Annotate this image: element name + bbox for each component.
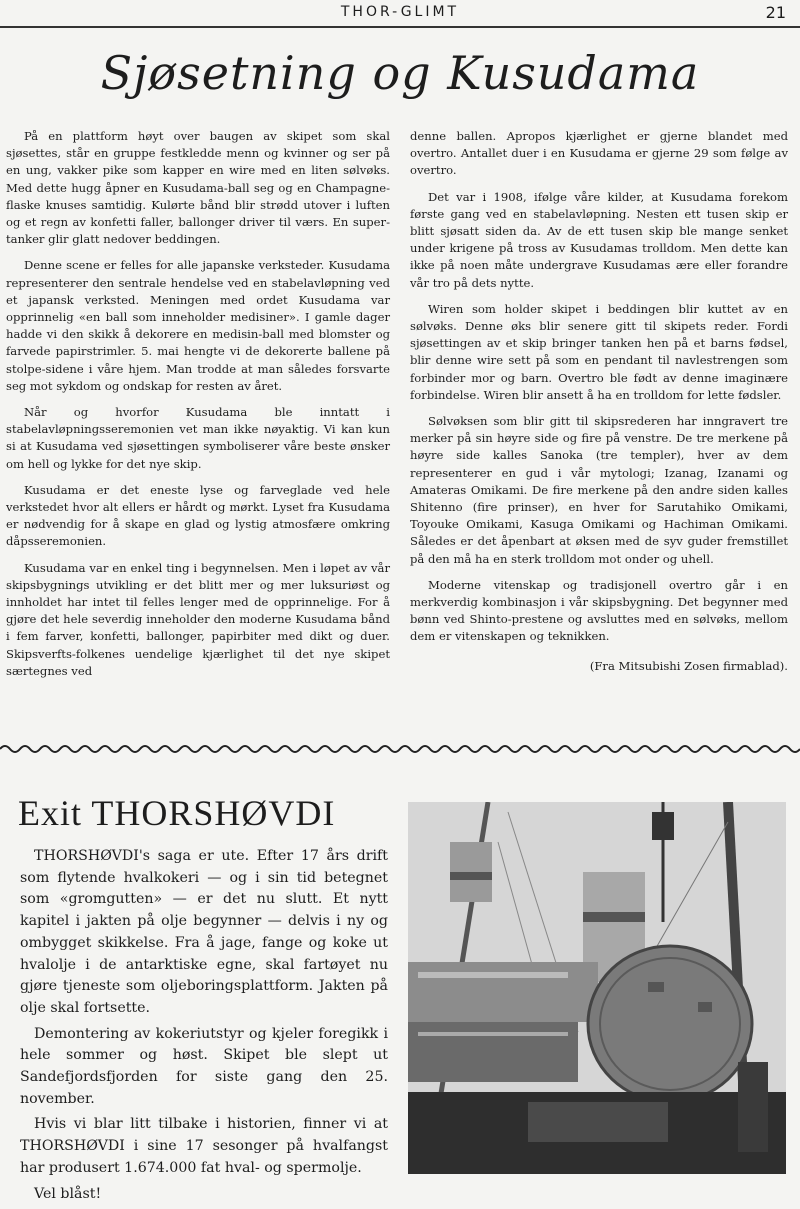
paragraph: Hvis vi blar litt tilbake i historien, finner vi at THORSHØVDI i sine 17 sesonger på hvalfangst har produsert 1.674.000 fat hval- og spermolje. bbox=[20, 1116, 388, 1176]
paragraph: Wiren som holder skipet i beddingen blir kuttet av en sølvøks. Denne øks blir senere gitt til skipets reder. Fordi sjøsettingen av et skip bringer tanken hen på et barns fødsel, blir denne wire sett på som en pendant til navlestrengen som forbinder mor og barn. Overtro ble født av denne imaginære forbindelse. Wiren blir ansett å ha en trolldom for lette fødsler. bbox=[410, 301, 788, 402]
paragraph: Vel blåst! bbox=[34, 1185, 102, 1202]
wavy-divider bbox=[0, 740, 800, 758]
paragraph: Demontering av kokeriutstyr og kjeler foregikk i hele sommer og høst. Skipet ble slept ut Sandefjordsfjorden for siste gang den 25. november. bbox=[20, 1025, 388, 1107]
paragraph: THORSHØVDI's saga er ute. Efter 17 års drift som flytende hvalkokeri — og i sin tid betegnet som «gromgutten» — er det nu slutt. Et nytt kapitel i jakten på olje begynner — delvis i ny og ombygget skikkelse. Fra å jage, fange og koke ut hvalolje i de antarktiske egne, skal fartøyet nu gjøre tjeneste som oljeboringsplattform. Jakten på olje skal fortsette. bbox=[20, 848, 388, 1016]
paragraph: denne ballen. Apropos kjærlighet er gjerne blandet med overtro. Antallet duer i en Kusudama er gjerne 29 som følge av overtro. bbox=[410, 129, 788, 178]
page-header bbox=[0, 0, 800, 28]
ship-photo bbox=[408, 802, 786, 1174]
article-title-kusudama: Sjøsetning og Kusudama bbox=[100, 46, 700, 100]
article-left-column bbox=[6, 128, 390, 689]
magazine-title: THOR-GLIMT bbox=[340, 4, 460, 20]
paragraph: Moderne vitenskap og tradisjonell overtro går i en merkverdig kombinasjon i vår skipsbygning. Det begynner med bønn ved Shinto-prestene og avsluttes med en sølvøks, mellom dem er vitenskapen og teknikken. bbox=[410, 577, 788, 644]
paragraph: Kusudama er det eneste lyse og farveglade ved hele verkstedet hvor alt ellers er hårdt og mørkt. Lyset fra Kusudama er nødvendig for å skape en glad og lystig atmosfære omkring dåpsseremonien. bbox=[6, 482, 390, 549]
article-right-column bbox=[410, 128, 788, 675]
paragraph: Sølvøksen som blir gitt til skipsrederen har inngravert tre merker på sin høyre side og fire på venstre. De tre merkene på høyre side kalles Sanoka (tre templer), hver av dem representerer en gud i vår mytologi; Izanag, Izanami og Amateras Omikami. De fire merkene på den andre siden kalles Shitenno (fire prinser), en hver for Sarutahiko Omikami, Toyouke Omikami, Kasuga Omikami og Hachiman Omikami. Således er det åpenbart at øksen med de syv guder fremstillet på den må ha en sterk trolldom mot onder og uhell. bbox=[410, 414, 788, 566]
paragraph: På en plattform høyt over baugen av skipet som skal sjøsettes, står en gruppe festkledde menn og kvinner og ser på en ung, vakker pike som kapper en wire med en liten sølvøks. Med dette hugg åpner en Kusudama-ball seg og en Champagne-flaske knuses samtidig. Kulørte bånd blir strødd utover i luften og et regn av konfetti faller, ballonger driver til værs. En super-tanker glir glatt nedover beddingen. bbox=[6, 129, 390, 247]
article-title-exit: Exit THORSHØVDI bbox=[18, 793, 336, 833]
paragraph: Det var i 1908, ifølge våre kilder, at Kusudama forekom første gang ved en stabelavløpning. Nesten ett tusen skip er blitt sjøsatt siden da. Av de ett tusen skip ble mange senket under krigene på tross av Kusudamas trolldom. Men dette kan ikke på noen måte undergrave Kusudamas ære eller forandre vår tro på dets nytte. bbox=[410, 189, 788, 290]
ship-photo-illustration bbox=[408, 802, 786, 1174]
paragraph: Denne scene er felles for alle japanske verksteder. Kusudama representerer den sentrale hendelse ved en stabelavløpning ved et japansk verksted. Meningen med ordet Kusudama var opprinnelig «en ball som inneholder medisiner». I gamle dager hadde vi den skikk å dekorere en medisin-ball med blomster og farvede papirstrimler. 5. mai hengte vi de dekorerte ballene på stolpe-sidene i våre hjem. Man trodde at man således forsvarte seg mot sykdom og ondskap for resten av året. bbox=[6, 258, 390, 393]
exit-article-body bbox=[20, 846, 388, 1209]
paragraph: Når og hvorfor Kusudama ble inntatt i stabelavløpningsseremonien vet man ikke nøyaktig. Vi kan kun si at Kusudama ved sjøsettingen symboliserer våre beste ønsker om hell og lykke for det nye skip. bbox=[6, 405, 390, 471]
page-number: 21 bbox=[765, 3, 786, 22]
article-source: (Fra Mitsubishi Zosen firmablad). bbox=[589, 658, 788, 673]
paragraph: Kusudama var en enkel ting i begynnelsen. Men i løpet av vår skipsbygnings utvikling er det blitt mer og mer luksuriøst og innholdet har intet til felles lenger med de opprinnelige. For å gjøre det hele severdig inneholder den moderne Kusudama bånd i fem farver, konfetti, ballonger, papirbiter med dikt og duer. Skipsverfts-folkenes uendelige kjærlighet til det nye skipet særtegnes ved bbox=[6, 560, 390, 678]
